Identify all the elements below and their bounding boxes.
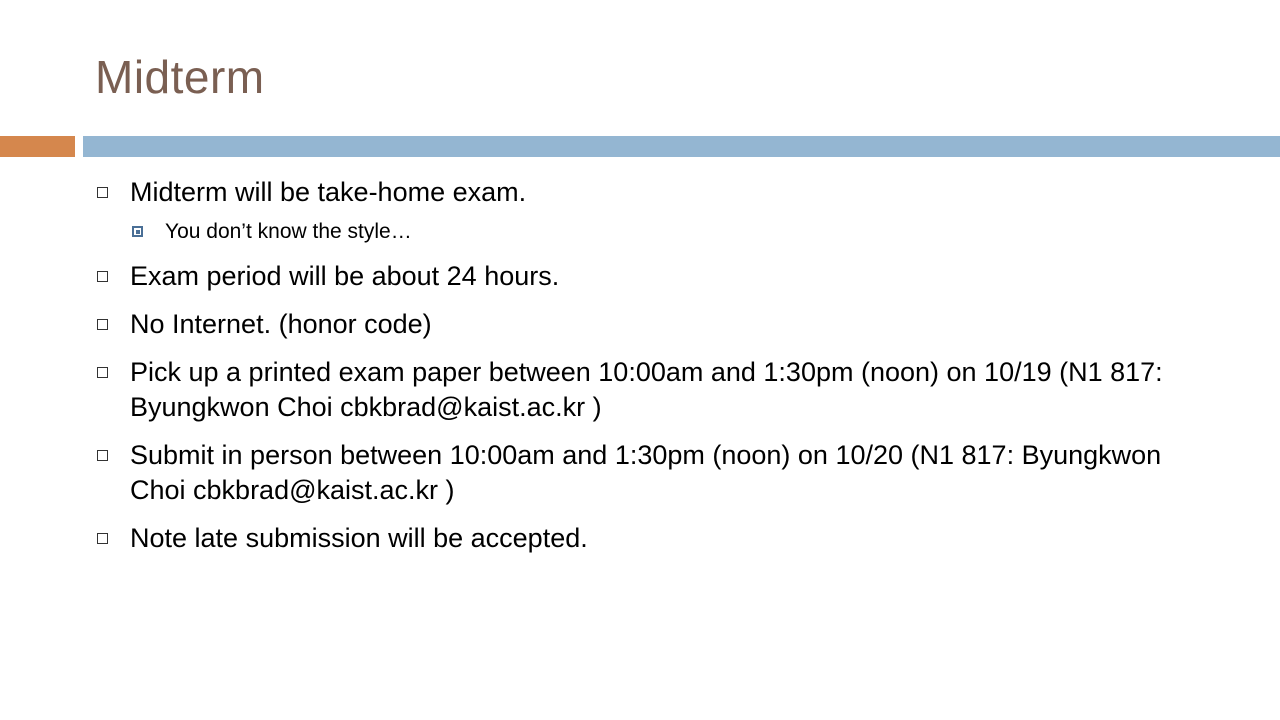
- sub-bullet-text: You don’t know the style…: [165, 220, 412, 243]
- bullet-text: Submit in person between 10:00am and 1:30pm (noon) on 10/20 (N1 817: Byungkwon Choi cbkbrad@kaist.ac.kr ): [130, 440, 1162, 505]
- bullet-item: [95, 355, 1215, 425]
- hollow-square-bullet-icon: [97, 533, 108, 544]
- bullet-text: Pick up a printed exam paper between 10:00am and 1:30pm (noon) on 10/19 (N1 817: Byungkwon Choi cbkbrad@kaist.ac.kr ): [130, 357, 1163, 422]
- bullet-item: [95, 259, 1215, 294]
- bullet-text: No Internet. (honor code): [130, 309, 432, 339]
- hollow-square-bullet-icon: [97, 187, 108, 198]
- bullet-item: [95, 307, 1215, 342]
- hollow-square-bullet-icon: [97, 367, 108, 378]
- bullet-text: Exam period will be about 24 hours.: [130, 261, 560, 291]
- filled-square-bullet-icon: [132, 226, 143, 237]
- bullet-text: Note late submission will be accepted.: [130, 523, 588, 553]
- accent-bar-blue: [83, 136, 1280, 157]
- hollow-square-bullet-icon: [97, 450, 108, 461]
- bullet-item: [95, 175, 1215, 210]
- bullet-item: [95, 521, 1215, 556]
- accent-bar-orange: [0, 136, 75, 157]
- bullet-text: Midterm will be take-home exam.: [130, 177, 527, 207]
- bullet-item: [95, 438, 1215, 508]
- bullet-list: [95, 175, 1215, 569]
- slide-title: Midterm: [95, 51, 265, 103]
- hollow-square-bullet-icon: [97, 319, 108, 330]
- sub-bullet-item: [95, 217, 1215, 247]
- hollow-square-bullet-icon: [97, 271, 108, 282]
